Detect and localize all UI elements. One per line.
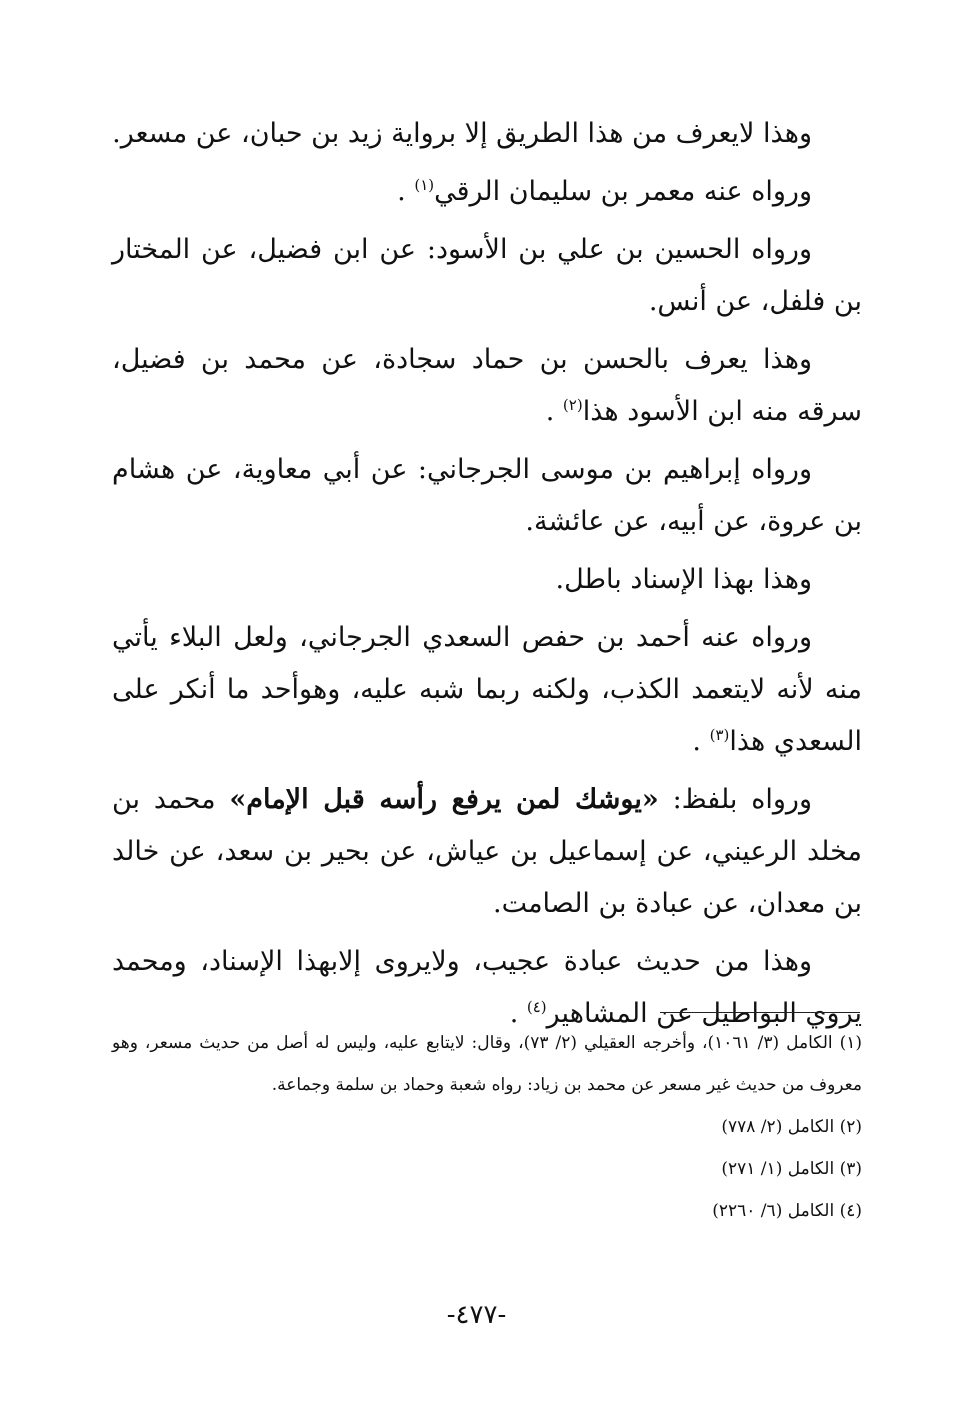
footnote-3: (٣) الكامل (١/ ٢٧١) — [721, 1159, 862, 1179]
paragraph-9-text: وهذا من حديث عبادة عجيب، ولايروى إلابهذا الإسناد، ومحمد يروي البواطيل عن المشاهير — [112, 946, 862, 1029]
page-number: -٤٧٧- — [446, 1300, 507, 1330]
paragraph-4-end: . — [545, 396, 555, 427]
paragraph-7-text: ورواه عنه أحمد بن حفص السعدي الجرجاني، ولعل البلاء يأتي منه لأنه لايتعمد الكذب، ولكنه ربما شبه عليه، وهوأحد ما أنكر على السعدي هذا — [112, 622, 862, 757]
paragraph-5 — [112, 444, 862, 548]
footnote-1: (١) الكامل (٣/ ١٠٦١)، وأخرجه العقيلي (٢/ ٧٣)، وقال: لايتابع عليه، وليس له أصل من حديث مسعر، وهو معروف من حديث غير مسعر عن محمد بن زياد: رواه شعبة وحماد بن سلمة وجماعة. — [112, 1033, 862, 1095]
paragraph-2 — [112, 166, 862, 218]
paragraph-4 — [112, 334, 862, 438]
paragraph-9-end: . — [509, 998, 519, 1029]
footnote-ref-2: (٢) — [562, 396, 583, 414]
paragraph-6 — [112, 554, 862, 606]
paragraph-3 — [112, 224, 862, 328]
paragraph-6-text: وهذا بهذا الإسناد باطل. — [555, 564, 812, 595]
paragraph-8 — [112, 774, 862, 930]
paragraph-4-text: وهذا يعرف بالحسن بن حماد سجادة، عن محمد بن فضيل، سرقه منه ابن الأسود هذا — [112, 344, 862, 427]
paragraph-3-text: ورواه الحسين بن علي بن الأسود: عن ابن فضيل، عن المختار بن فلفل، عن أنس. — [112, 234, 862, 317]
paragraph-7 — [112, 612, 862, 768]
paragraph-5-text: ورواه إبراهيم بن موسى الجرجاني: عن أبي معاوية، عن هشام بن عروة، عن أبيه، عن عائشة. — [112, 454, 862, 537]
paragraph-1 — [112, 108, 862, 160]
footnote-ref-1: (١) — [414, 176, 435, 194]
paragraph-8-lead: ورواه بلفظ: — [658, 784, 813, 815]
paragraph-8-text: محمد بن مخلد الرعيني، عن إسماعيل بن عياش، عن بحير بن سعد، عن خالد بن معدان، عن عبادة بن الصامت. — [112, 784, 862, 919]
footnote-ref-4: (٤) — [526, 998, 547, 1016]
footnote-2: (٢) الكامل (٢/ ٧٧٨) — [721, 1117, 862, 1137]
hadith-quote: «يوشك لمن يرفع رأسه قبل الإمام» — [229, 784, 659, 815]
footnote-divider — [660, 1012, 860, 1013]
paragraph-7-end: . — [692, 726, 701, 757]
footnotes — [112, 1022, 862, 1232]
footnote-4: (٤) الكامل (٦/ ٢٢٦٠) — [712, 1201, 862, 1221]
main-text — [112, 108, 862, 1046]
footnote-ref-3: (٣) — [709, 726, 730, 744]
paragraph-2-text: ورواه عنه معمر بن سليمان الرقي — [434, 176, 812, 207]
paragraph-2-end: . — [397, 176, 406, 207]
paragraph-1-text: وهذا لايعرف من هذا الطريق إلا برواية زيد بن حبان، عن مسعر. — [112, 118, 812, 149]
